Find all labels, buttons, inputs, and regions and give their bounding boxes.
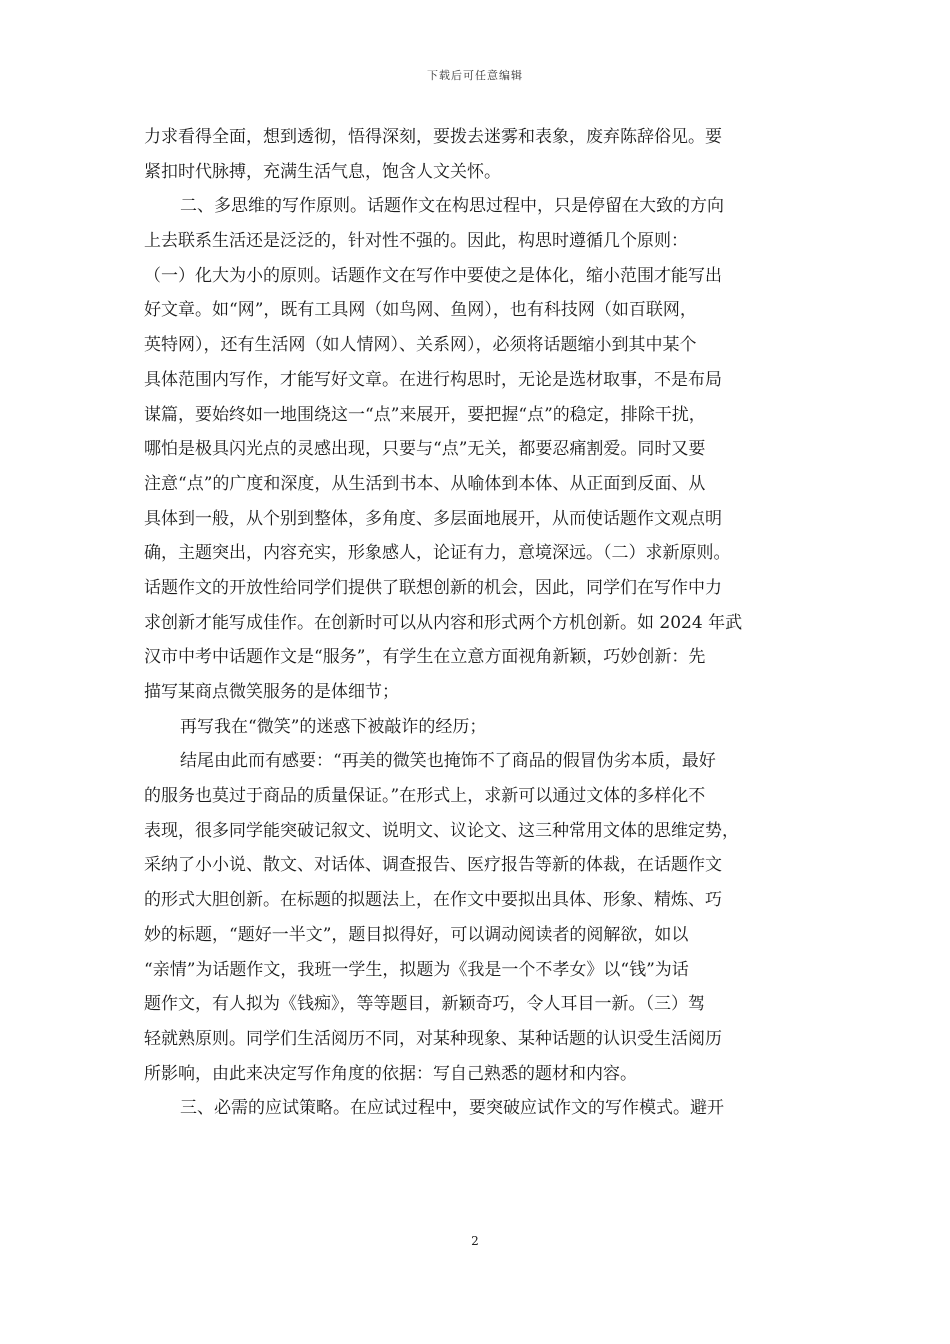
text-line: 结尾由此而有感要：“再美的微笑也掩饰不了商品的假冒伪劣本质，最好 — [180, 751, 716, 772]
text-line: 注意“点”的广度和深度，从生活到书本、从喻体到本体、从正面到反面、从 — [144, 473, 706, 494]
text-line: 具体范围内写作，才能写好文章。在进行构思时，无论是选材取事，不是布局 — [144, 369, 722, 390]
text-line: 的形式大胆创新。在标题的拟题法上，在作文中要拟出具体、形象、精炼、巧 — [144, 890, 722, 911]
text-line: 话题作文的开放性给同学们提供了联想创新的机会，因此，同学们在写作中力 — [144, 577, 722, 598]
text-line: 谋篇，要始终如一地围绕这一“点”来展开，要把握“点”的稳定，排除干扰， — [144, 404, 706, 425]
text-line: 轻就熟原则。同学们生活阅历不同，对某种现象、某种话题的认识受生活阅历 — [144, 1028, 722, 1049]
text-line: 所影响，由此来决定写作角度的依据：写自己熟悉的题材和内容。 — [144, 1063, 637, 1084]
text-line: 再写我在“微笑”的迷惑下被敲诈的经历； — [180, 716, 487, 737]
page-number: 2 — [471, 1234, 479, 1248]
text-line: 二、多思维的写作原则。话题作文在构思过程中，只是停留在大致的方向 — [180, 196, 724, 217]
text-line: 力求看得全面，想到透彻，悟得深刻，要拨去迷雾和表象，废弃陈辞俗见。要 — [144, 127, 722, 147]
text-line: 好文章。如“网”，既有工具网（如鸟网、鱼网），也有科技网（如百联网， — [144, 300, 697, 321]
text-line: 的服务也莫过于商品的质量保证。”在形式上，求新可以通过文体的多样化不 — [144, 786, 706, 807]
text-line: 求创新才能写成佳作。在创新时可以从内容和形式两个方机创新。如 2024 年武 — [144, 612, 743, 633]
text-line: 妙的标题，“题好一半文”，题目拟得好，可以调动阅读者的阅解欲，如以 — [144, 924, 689, 945]
text-line: 采纳了小小说、散文、对话体、调查报告、医疗报告等新的体裁，在话题作文 — [144, 855, 722, 876]
text-line: 确，主题突出，内容充实，形象感人，论证有力，意境深远。（二）求新原则。 — [144, 543, 731, 564]
text-line: 英特网），还有生活网（如人情网）、关系网），必须将话题缩小到其中某个 — [144, 335, 697, 356]
text-line: 描写某商点微笑服务的是体细节； — [144, 682, 399, 702]
text-line: 三、必需的应试策略。在应试过程中，要突破应试作文的写作模式。避开 — [180, 1098, 724, 1119]
text-line: 紧扣时代脉搏，充满生活气息，饱含人文关怀。 — [144, 161, 501, 182]
text-line: “亲情”为话题作文，我班一学生，拟题为《我是一个不孝女》以“钱”为话 — [144, 959, 689, 980]
page-header-note: 下载后可任意编辑 — [427, 69, 523, 82]
text-line: 上去联系生活还是泛泛的，针对性不强的。因此，构思时遵循几个原则： — [144, 231, 688, 252]
text-line: 题作文，有人拟为《钱痴》，等等题目，新颖奇巧，令人耳目一新。（三）驾 — [144, 994, 705, 1015]
text-line: 汉市中考中话题作文是“服务”，有学生在立意方面视角新颖，巧妙创新：先 — [144, 647, 706, 668]
document-body — [144, 120, 808, 1126]
text-line: （一）化大为小的原则。话题作文在写作中要使之是体化，缩小范围才能写出 — [144, 265, 722, 286]
text-line: 哪怕是极具闪光点的灵感出现，只要与“点”无关，都要忍痛割爱。同时又要 — [144, 439, 706, 460]
text-line: 表现，很多同学能突破记叙文、说明文、议论文、这三种常用文体的思维定势， — [144, 820, 739, 841]
text-line: 具体到一般，从个别到整体，多角度、多层面地展开，从而使话题作文观点明 — [144, 508, 722, 529]
